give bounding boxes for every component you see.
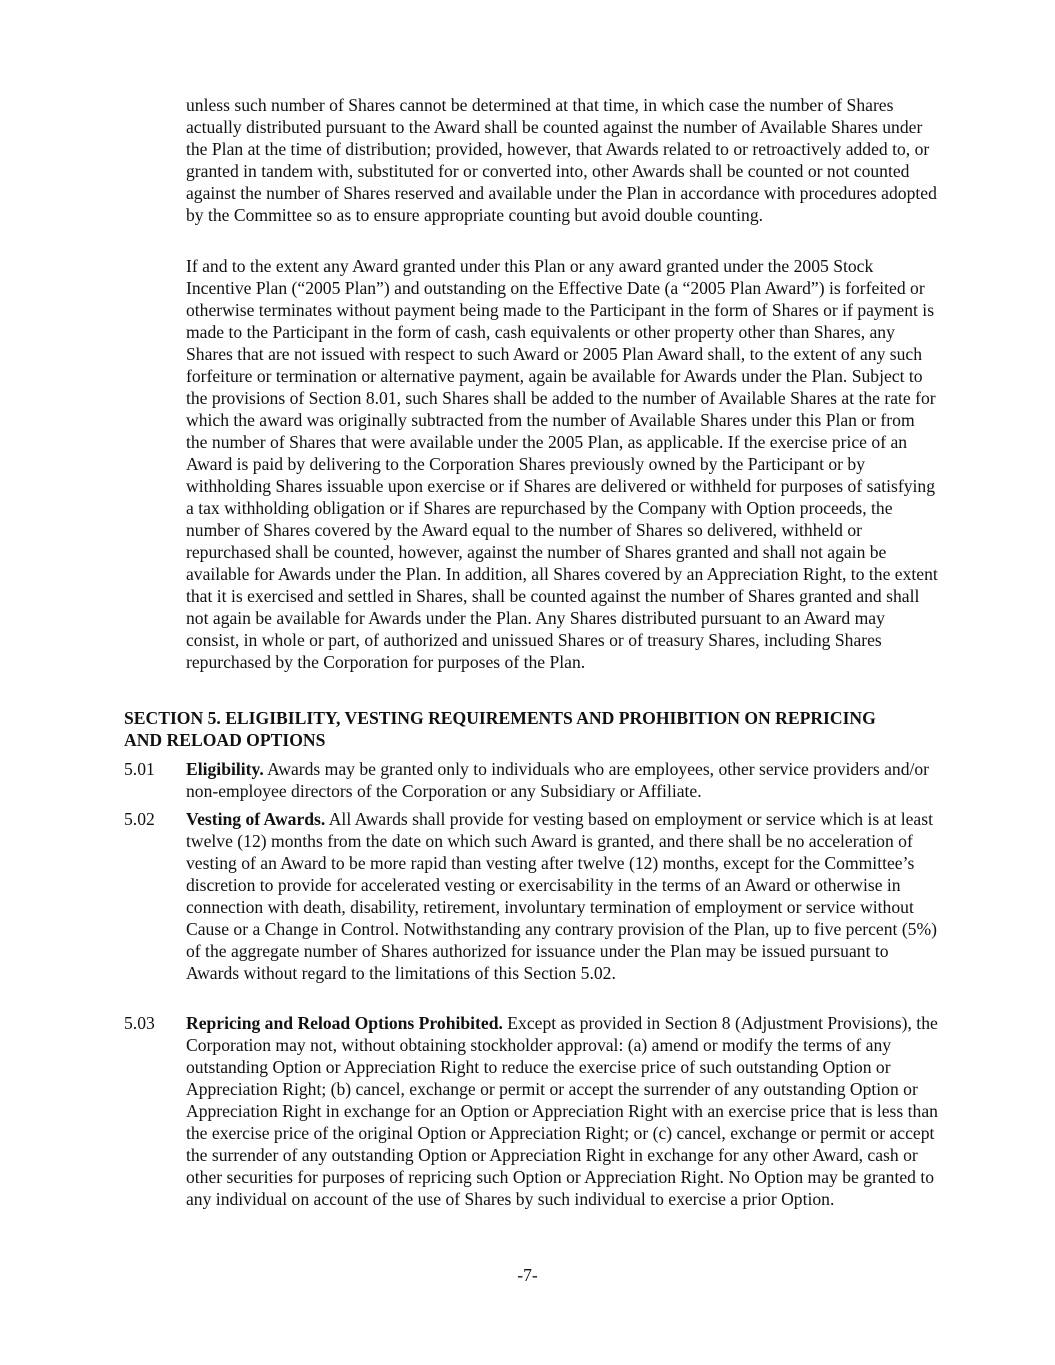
section-item-body <box>186 758 938 802</box>
section-item-text: Except as provided in Section 8 (Adjustment Provisions), the Corporation may not, without obtaining stockholder approval: (a) amend or modify the terms of any outstanding Option or Appreciation Right to reduce the exercise price of such outstanding Option or Appreciation Right; (b) cancel, exchange or permit or accept the surrender of any outstanding Option or Appreciation Right in exchange for an Option or Appreciation Right with an exercise price that is less than the exercise price of the original Option or Appreciation Right; or (c) cancel, exchange or permit or accept the surrender of any outstanding Option or Appreciation Right in exchange for any other Award, cash or other securities for purposes of repricing such Option or Appreciation Right. No Option may be granted to any individual on account of the use of Shares by such individual to exercise a prior Option. <box>186 1013 938 1209</box>
section-item-number: 5.03 <box>124 1013 155 1033</box>
section-item-number: 5.01 <box>124 759 155 779</box>
section-item-title: Eligibility. <box>186 759 264 779</box>
section-item-text: All Awards shall provide for vesting based on employment or service which is at least twelve (12) months from the date on which such Award is granted, and there shall be no acceleration of vesting of an Award to be more rapid than vesting after twelve (12) months, except for the Committee’s discretion to provide for accelerated vesting or exercisability in the terms of an Award or otherwise in connection with death, disability, retirement, involuntary termination of employment or service without Cause or a Change in Control. Notwithstanding any contrary provision of the Plan, up to five percent (5%) of the aggregate number of Shares authorized for issuance under the Plan may be issued pursuant to Awards without regard to the limitations of this Section 5.02. <box>186 809 937 983</box>
section-item-title: Vesting of Awards. <box>186 809 326 829</box>
section-item-number: 5.02 <box>124 809 155 829</box>
section-item-body <box>186 1012 938 1210</box>
section-item-body <box>186 808 938 984</box>
section-item-text: Awards may be granted only to individuals who are employees, other service providers and/or non-employee directors of the Corporation or any Subsidiary or Affiliate. <box>186 759 930 801</box>
section-item-title: Repricing and Reload Options Prohibited. <box>186 1013 503 1033</box>
paragraph-forfeited-awards: If and to the extent any Award granted under this Plan or any award granted under the 2005 Stock Incentive Plan (“2005 Plan”) and outstanding on the Effective Date (a “2005 Plan Award”) is forfeited or otherwise terminates without payment being made to the Participant in the form of Shares or if payment is made to the Participant in the form of cash, cash equivalents or other property other than Shares, any Shares that are not issued with respect to such Award or 2005 Plan Award shall, to the extent of any such forfeiture or termination or alternative payment, again be available for Awards under the Plan. Subject to the provisions of Section 8.01, such Shares shall be added to the number of Available Shares at the rate for which the award was originally subtracted from the number of Available Shares under this Plan or from the number of Shares that were available under the 2005 Plan, as applicable. If the exercise price of an Award is paid by delivering to the Corporation Shares previously owned by the Participant or by withholding Shares issuable upon exercise or if Shares are delivered or withheld for purposes of satisfying a tax withholding obligation or if Shares are repurchased by the Company with Option proceeds, the number of Shares covered by the Award equal to the number of Shares so delivered, withheld or repurchased shall be counted, however, against the number of Shares granted and shall not again be available for Awards under the Plan. In addition, all Shares covered by an Appreciation Right, to the extent that it is exercised and settled in Shares, shall be counted against the number of Shares granted and shall not again be available for Awards under the Plan. Any Shares distributed pursuant to an Award may consist, in whole or part, of authorized and unissued Shares or of treasury Shares, including Shares repurchased by the Corporation for purposes of the Plan. <box>186 256 938 672</box>
page-number: -7- <box>517 1265 538 1285</box>
paragraph-share-counting: unless such number of Shares cannot be determined at that time, in which case the number of Shares actually distributed pursuant to the Award shall be counted against the number of Available Shares under the Plan at the time of distribution; provided, however, that Awards related to or retroactively added to, or granted in tandem with, substituted for or converted into, other Awards shall be counted or not counted against the number of Shares reserved and available under the Plan in accordance with procedures adopted by the Committee so as to ensure appropriate counting but avoid double counting. <box>186 95 937 225</box>
section-5-heading: SECTION 5. ELIGIBILITY, VESTING REQUIREMENTS AND PROHIBITION ON REPRICING AND RELOAD OPTIONS <box>124 708 876 750</box>
